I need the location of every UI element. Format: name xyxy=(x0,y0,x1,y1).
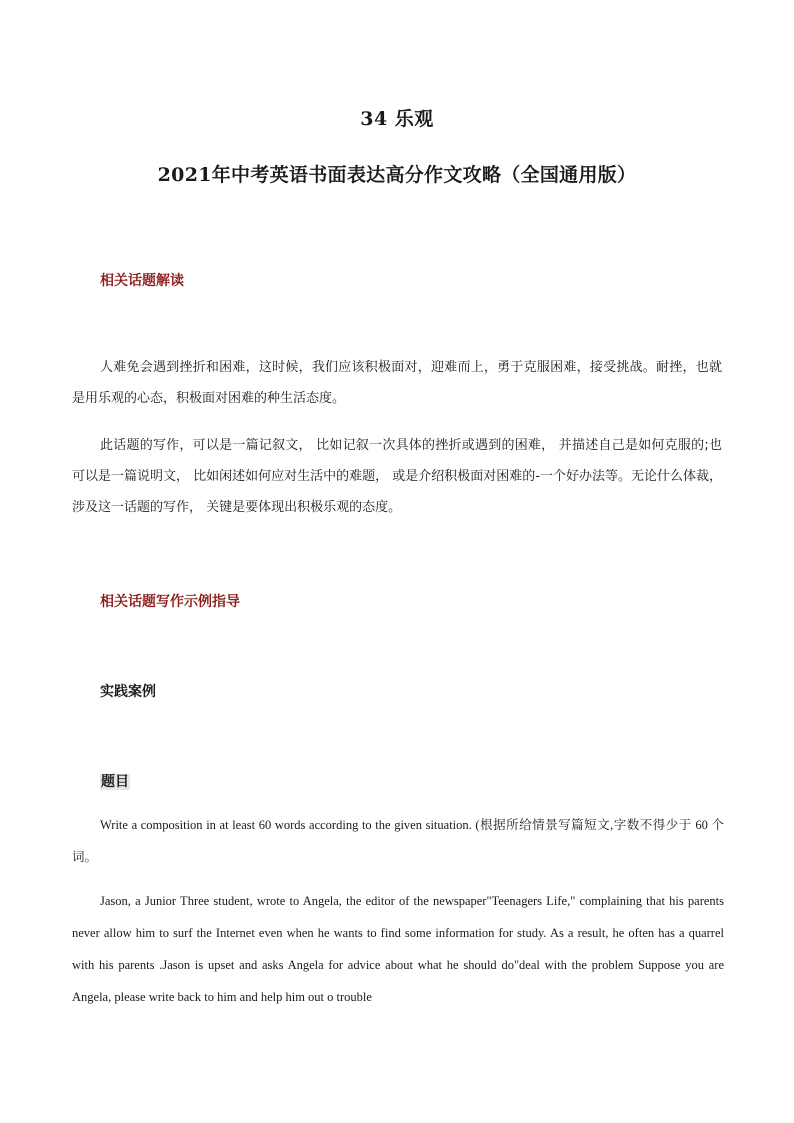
instruction-paragraph: Write a composition in at least 60 words according to the given situation. (根据所给情景写篇短文,字数不得少于 60 个词。 xyxy=(72,818,724,864)
paragraph-topic-intro: 人难免会遇到挫折和困难，这时候，我们应该积极面对，迎难而上，勇于克服困难，接受挑战。耐挫，也就是用乐观的心态，积极面对困难的种生活态度。 xyxy=(72,360,722,406)
practice-case-heading: 实践案例 xyxy=(100,684,156,700)
section-heading-topic-interpretation: 相关话题解读 xyxy=(100,273,184,289)
document-title-main: 2021年中考英语书面表达高分作文攻略（全国通用版） xyxy=(157,164,637,186)
section-heading-writing-examples: 相关话题写作示例指导 xyxy=(100,594,240,610)
paragraph-writing-guidance: 此话题的写作，可以是一篇记叙文， 比如记叙一次具体的挫折或遇到的困难， 并描述自己是如何克服的;也可以是一篇说明文， 比如闲述如何应对生活中的难题， 或是介绍积极面对困难的-一个好办法等。无论什么体裁，涉及这一话题的写作， 关键是要体现出积极乐观的态度。 xyxy=(72,438,722,515)
question-heading-label: 题目 xyxy=(101,774,129,790)
document-title-number: 34 乐观 xyxy=(360,108,434,130)
situation-paragraph: Jason, a Junior Three student, wrote to Angela, the editor of the newspaper"Teenagers Life," complaining that his parents never allow him to surf the Internet even when he wants to find some information for study. As a result, he often has a quarrel with his parents .Jason is upset and asks Angela for advice about what he should do"deal with the problem Suppose you are Angela, please write back to him and help him out o trouble xyxy=(72,894,724,1004)
question-heading xyxy=(100,771,130,791)
